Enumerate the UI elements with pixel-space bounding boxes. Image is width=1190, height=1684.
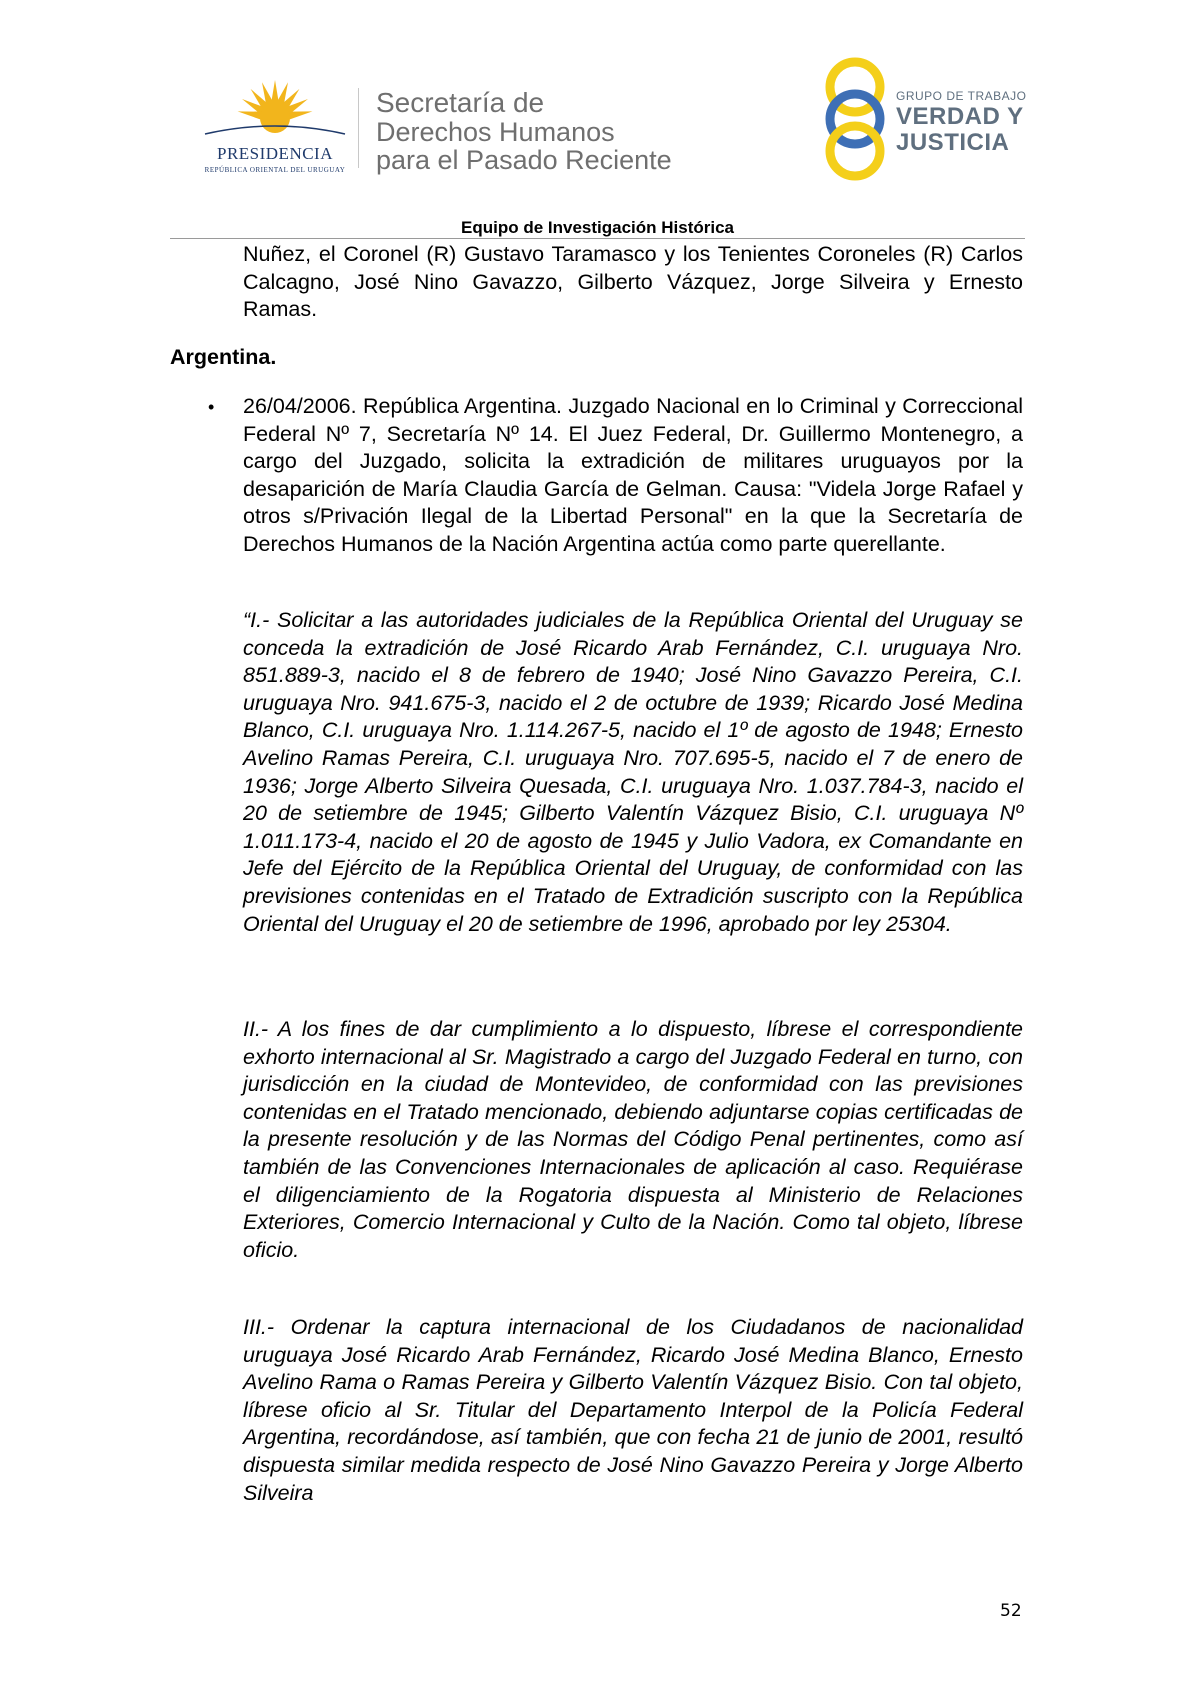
section-heading-argentina: Argentina. [170, 345, 277, 369]
bullet-icon: • [208, 397, 215, 417]
sun-icon [195, 78, 355, 148]
secretaria-line-1: Secretaría de [376, 87, 545, 118]
rings-icon [820, 55, 890, 185]
team-title: Equipo de Investigación Histórica [461, 218, 734, 237]
secretaria-line-2: Derechos Humanos [376, 117, 615, 147]
verdad-justicia-logo [820, 55, 1027, 185]
header-rule [170, 238, 1025, 239]
secretaria-logo-text [376, 88, 672, 174]
page-header [0, 0, 1190, 240]
continuation-paragraph: Nuñez, el Coronel (R) Gustavo Taramasco y los Tenientes Coroneles (R) Carlos Calcagno, José Nino Gavazzo, Gilberto Vázquez, Jorge Silveira y Ernesto Ramas. [243, 242, 1023, 322]
quote-paragraph-2: II.- A los fines de dar cumplimiento a lo dispuesto, líbrese el correspondiente exhorto internacional al Sr. Magistrado a cargo del Juzgado Federal en turno, con jurisdicción en la ciudad de Montevideo, de conformidad con las previsiones contenidas en el Tratado mencionado, debiendo adjuntarse copias certificadas de la presente resolución y de las Normas del Código Penal pertinentes, como así también de las Convenciones Internacionales de aplicación al caso. Requiérase el diligenciamiento de la Rogatoria dispuesta al Ministerio de Relaciones Exteriores, Comercio Internacional y Culto de la Nación. Como tal objeto, líbrese oficio. [243, 1017, 1023, 1262]
page-number: 52 [1000, 1601, 1022, 1621]
presidencia-logo [195, 78, 355, 178]
secretaria-line-3: para el Pasado Reciente [376, 145, 672, 175]
grupo-trabajo-label: GRUPO DE TRABAJO [896, 89, 1027, 103]
justicia-label: JUSTICIA [896, 129, 1010, 156]
quote-paragraph-3: III.- Ordenar la captura internacional de los Ciudadanos de nacionalidad uruguaya José Ricardo Arab Fernández, Ricardo José Medina Blanco, Ernesto Avelino Rama o Ramas Pereira y Gilberto Valentín Vázquez Bisio. Con tal objeto, líbrese oficio al Sr. Titular del Departamento Interpol de la Policía Federal Argentina, recordándose, así también, que con fecha 21 de junio de 2001, resultó dispuesta similar medida respecto de José Nino Gavazzo Pereira y Jorge Alberto Silveira [243, 1315, 1023, 1505]
presidencia-label: PRESIDENCIA [216, 144, 333, 163]
logo-divider [358, 88, 359, 168]
bullet-paragraph: 26/04/2006. República Argentina. Juzgado Nacional en lo Criminal y Correccional Federal Nº 7, Secretaría Nº 14. El Juez Federal, Dr. Guillermo Montenegro, a cargo del Juzgado, solicita la extradición de militares uruguayos por la desaparición de María Claudia García de Gelman. Causa: "Videla Jorge Rafael y otros s/Privación Ilegal de la Libertad Personal" en la que la Secretaría de Derechos Humanos de la Nación Argentina actúa como parte querellante. [243, 394, 1023, 556]
verdad-label: VERDAD Y [896, 103, 1024, 130]
quote-paragraph-1: “I.- Solicitar a las autoridades judiciales de la República Oriental del Uruguay se conceda la extradición de José Ricardo Arab Fernández, C.I. uruguaya Nro. 851.889-3, nacido el 8 de febrero de 1940; José Nino Gavazzo Pereira, C.I. uruguaya Nro. 941.675-3, nacido el 2 de octubre de 1939; Ricardo José Medina Blanco, C.I. uruguaya Nro. 1.114.267-5, nacido el 1º de agosto de 1948; Ernesto Avelino Ramas Pereira, C.I. uruguaya Nro. 707.695-5, nacido el 7 de enero de 1936; Jorge Alberto Silveira Quesada, C.I. uruguaya Nro. 1.037.784-3, nacido el 20 de setiembre de 1945; Gilberto Valentín Vázquez Bisio, C.I. uruguaya Nº 1.011.173-4, nacido el 20 de agosto de 1945 y Julio Vadora, ex Comandante en Jefe del Ejército de la República Oriental del Uruguay, de conformidad con las previsiones contenidas en el Tratado de Extradición suscripto con la República Oriental del Uruguay el 20 de setiembre de 1996, aprobado por ley 25304. [243, 608, 1023, 936]
presidencia-sublabel: REPÚBLICA ORIENTAL DEL URUGUAY [204, 166, 346, 174]
